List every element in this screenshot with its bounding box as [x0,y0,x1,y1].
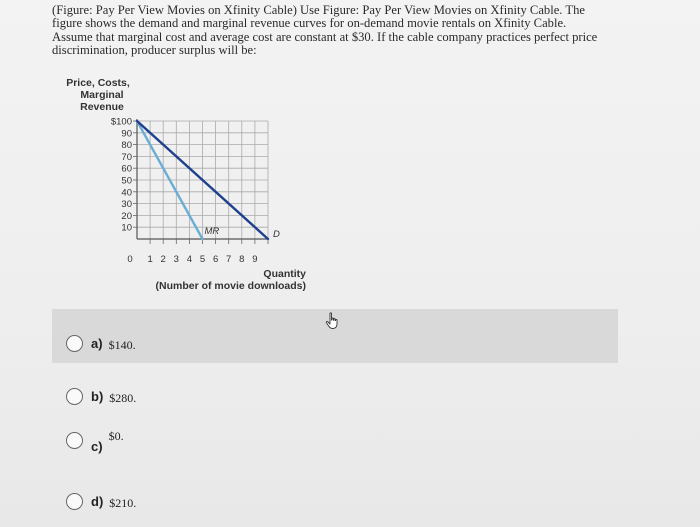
y-tick-label: 80 [121,140,132,152]
x-axis-label: Quantity [263,268,306,280]
y-tick-label: 50 [121,175,132,187]
question-line: Assume that marginal cost and average cost are constant at $30. If the cable company practices perfect price [52,29,598,44]
series-label-d: D [273,229,280,240]
x-tick-label: 1 [147,254,153,265]
option-letter: a) [91,336,103,351]
y-axis-label: Marginal [80,89,124,101]
y-tick-label: 10 [121,222,132,234]
hand-pointer-icon [325,312,341,330]
option-d[interactable] [66,493,136,510]
y-tick-label: 20 [121,210,132,222]
radio-button[interactable] [66,335,83,352]
y-tick-label: $100 [110,116,132,128]
option-value: $210. [109,496,137,510]
demand-mr-chart [60,74,330,304]
y-axis-label: Revenue [80,101,124,113]
y-tick-label: 60 [121,163,132,175]
x-tick-label: 8 [239,254,245,265]
x-tick-label: 3 [173,254,179,265]
x-tick-label: 6 [212,254,219,265]
x-tick-label: 9 [252,254,258,265]
y-axis-label: Price, Costs, [66,77,130,89]
option-c[interactable] [66,429,124,454]
chart-svg [60,74,330,304]
x-tick-label: 2 [160,254,166,265]
question-line: discrimination, producer surplus will be: [52,43,257,58]
x-tick-label: 4 [186,254,193,265]
x-tick-label: 7 [226,254,232,265]
y-tick-label: 30 [121,199,132,211]
option-value: $280. [109,391,137,405]
y-tick-label: 70 [121,151,132,163]
origin-label: 0 [127,254,133,265]
y-tick-label: 90 [121,128,132,140]
x-tick-label: 5 [199,254,206,265]
question-line: (Figure: Pay Per View Movies on Xfinity Cable) Use Figure: Pay Per View Movies on Xfinity Cable. The [52,3,585,17]
radio-button[interactable] [66,432,83,449]
radio-button[interactable] [66,493,83,510]
option-letter: b) [91,389,104,404]
radio-button[interactable] [66,388,83,405]
x-axis-label-sub: (Number of movie downloads) [155,280,306,292]
option-value: $140. [108,338,136,352]
option-a[interactable] [66,335,136,352]
question-text [52,4,632,58]
series-label-mr: MR [204,226,220,237]
question-line: figure shows the demand and marginal revenue curves for on-demand movie rentals on Xfinity Cable. [52,16,567,31]
option-b[interactable] [66,388,136,405]
option-letter: c) [91,439,103,454]
option-letter: d) [91,494,104,509]
option-value: $0. [108,429,124,443]
y-tick-label: 40 [121,187,132,199]
